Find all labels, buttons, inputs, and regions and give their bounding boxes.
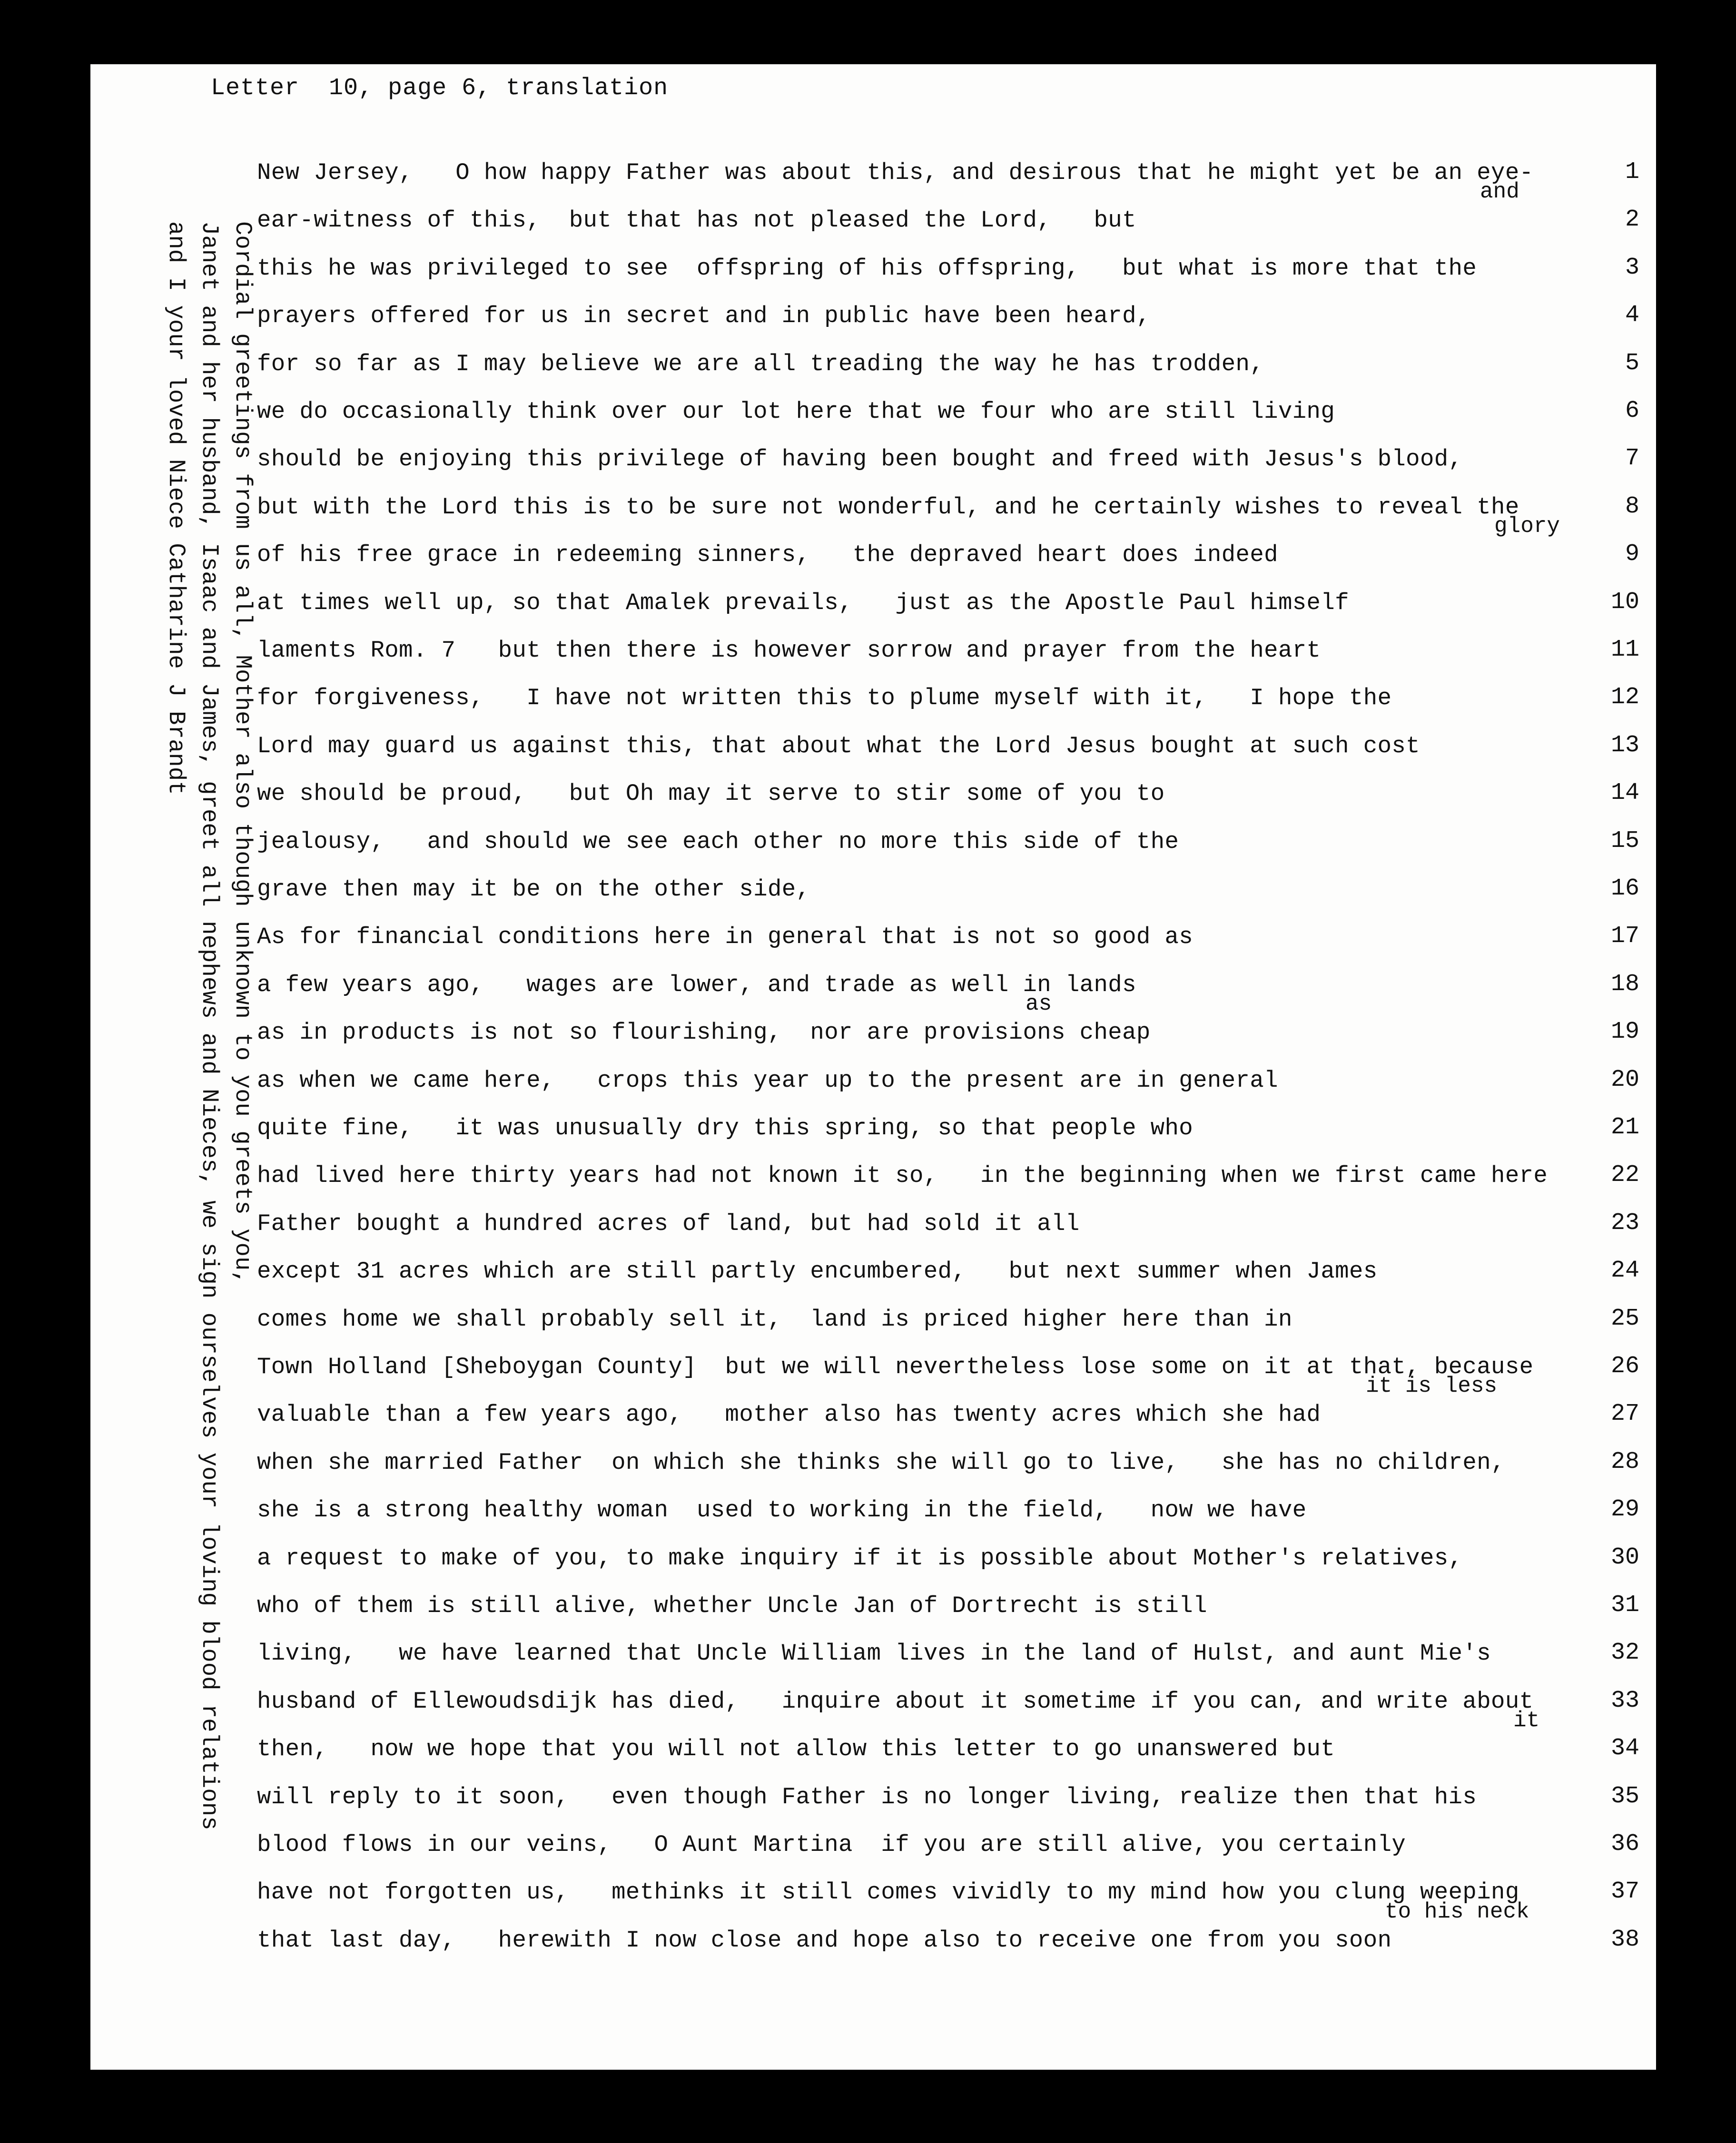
text-line: Father bought a hundred acres of land, but had sold it all bbox=[257, 1210, 1080, 1237]
text-line: then, now we hope that you will not allow this letter to go unanswered but bbox=[257, 1736, 1335, 1763]
line-number: 37 bbox=[1610, 1878, 1639, 1906]
text-line: will reply to it soon, even though Father is no longer living, realize then that his bbox=[257, 1783, 1477, 1810]
interlinear-insertion: and bbox=[1480, 179, 1519, 205]
line-number: 36 bbox=[1610, 1830, 1639, 1858]
text-line: she is a strong healthy woman used to working in the field, now we have bbox=[257, 1497, 1307, 1524]
text-line: grave then may it be on the other side, bbox=[257, 876, 810, 903]
text-line: for forgiveness, I have not written this to plume myself with it, I hope the bbox=[257, 685, 1392, 712]
line-number: 11 bbox=[1610, 636, 1639, 663]
line-number: 1 bbox=[1625, 158, 1639, 186]
line-number: 24 bbox=[1610, 1257, 1639, 1285]
text-line: a request to make of you, to make inquiry if it is possible about Mother's relatives, bbox=[257, 1544, 1463, 1572]
text-line: as when we came here, crops this year up to the present are in general bbox=[257, 1067, 1278, 1094]
text-line: except 31 acres which are still partly encumbered, but next summer when James bbox=[257, 1258, 1378, 1285]
line-number: 10 bbox=[1610, 588, 1639, 616]
line-number: 35 bbox=[1610, 1782, 1639, 1810]
letter-page bbox=[90, 64, 1656, 2070]
line-number: 25 bbox=[1610, 1305, 1639, 1332]
text-line: valuable than a few years ago, mother also has twenty acres which she had bbox=[257, 1401, 1321, 1428]
margin-note-line: Janet and her husband, Isaac and James, greet all nephews and Nieces, we sign ourselves your loving blood relations bbox=[196, 221, 223, 1830]
text-line: blood flows in our veins, O Aunt Martina if you are still alive, you certainly bbox=[257, 1831, 1406, 1858]
text-line: this he was privileged to see offspring of his offspring, but what is more that the bbox=[257, 255, 1477, 282]
line-number: 17 bbox=[1610, 923, 1639, 950]
text-line: but with the Lord this is to be sure not wonderful, and he certainly wishes to reveal the bbox=[257, 493, 1519, 521]
text-line: living, we have learned that Uncle William lives in the land of Hulst, and aunt Mie's bbox=[257, 1640, 1491, 1667]
line-number: 16 bbox=[1610, 875, 1639, 902]
line-number: 6 bbox=[1625, 397, 1639, 424]
line-number: 14 bbox=[1610, 779, 1639, 807]
text-line: ear-witness of this, but that has not pleased the Lord, but bbox=[257, 207, 1136, 234]
interlinear-insertion: to his neck bbox=[1385, 1899, 1529, 1924]
line-number: 21 bbox=[1610, 1114, 1639, 1141]
text-line: of his free grace in redeeming sinners, the depraved heart does indeed bbox=[257, 541, 1278, 569]
line-number: 23 bbox=[1610, 1209, 1639, 1237]
text-line: prayers offered for us in secret and in public have been heard, bbox=[257, 303, 1151, 330]
line-number: 12 bbox=[1610, 684, 1639, 711]
text-line: quite fine, it was unusually dry this spring, so that people who bbox=[257, 1115, 1194, 1141]
line-number: 3 bbox=[1625, 254, 1639, 281]
text-line: New Jersey, O how happy Father was about this, and desirous that he might yet be an eye- bbox=[257, 159, 1534, 186]
text-line: for so far as I may believe we are all treading the way he has trodden, bbox=[257, 350, 1264, 377]
text-line: should be enjoying this privilege of having been bought and freed with Jesus's blood, bbox=[257, 446, 1463, 473]
interlinear-insertion: it is less bbox=[1366, 1374, 1498, 1399]
text-line: who of them is still alive, whether Uncle Jan of Dortrecht is still bbox=[257, 1593, 1207, 1619]
line-number: 34 bbox=[1610, 1735, 1639, 1762]
text-line: laments Rom. 7 but then there is however sorrow and prayer from the heart bbox=[257, 637, 1321, 664]
text-line: that last day, herewith I now close and hope also to receive one from you soon bbox=[257, 1927, 1392, 1954]
line-number: 9 bbox=[1625, 541, 1639, 568]
line-number: 15 bbox=[1610, 827, 1639, 855]
line-number: 31 bbox=[1610, 1592, 1639, 1619]
margin-note-text bbox=[159, 221, 259, 1934]
line-number: 8 bbox=[1625, 492, 1639, 520]
text-line: we do occasionally think over our lot here that we four who are still living bbox=[257, 398, 1335, 425]
page-header: Letter 10, page 6, translation bbox=[211, 75, 669, 102]
line-number: 2 bbox=[1625, 206, 1639, 234]
interlinear-insertion: as bbox=[1026, 992, 1052, 1017]
line-number: 18 bbox=[1610, 970, 1639, 998]
text-line: a few years ago, wages are lower, and trade as well in lands bbox=[257, 971, 1136, 998]
line-number: 19 bbox=[1610, 1018, 1639, 1046]
margin-note-line: Cordial greetings from us all, Mother also though unknown to you greets you, bbox=[229, 221, 256, 1285]
line-number: 20 bbox=[1610, 1066, 1639, 1093]
text-line: as in products is not so flourishing, nor are provisions cheap bbox=[257, 1019, 1151, 1046]
line-number: 13 bbox=[1610, 731, 1639, 759]
text-line: Lord may guard us against this, that about what the Lord Jesus bought at such cost bbox=[257, 732, 1420, 759]
interlinear-insertion: it bbox=[1513, 1708, 1540, 1733]
line-number: 27 bbox=[1610, 1400, 1639, 1428]
text-line: As for financial conditions here in general that is not so good as bbox=[257, 924, 1194, 951]
line-number: 29 bbox=[1610, 1496, 1639, 1524]
text-line: had lived here thirty years had not known it so, in the beginning when we first came here bbox=[257, 1162, 1548, 1189]
line-number: 22 bbox=[1610, 1161, 1639, 1189]
line-number: 38 bbox=[1610, 1926, 1639, 1953]
text-line: jealousy, and should we see each other no more this side of the bbox=[257, 828, 1179, 855]
text-line: husband of Ellewoudsdijk has died, inquire about it sometime if you can, and write about bbox=[257, 1688, 1534, 1715]
text-line: comes home we shall probably sell it, land is priced higher here than in bbox=[257, 1306, 1292, 1333]
line-number: 28 bbox=[1610, 1448, 1639, 1475]
line-number: 26 bbox=[1610, 1353, 1639, 1380]
line-number: 4 bbox=[1625, 302, 1639, 329]
line-number: 33 bbox=[1610, 1687, 1639, 1714]
line-number: 7 bbox=[1625, 445, 1639, 472]
text-line: Town Holland [Sheboygan County] but we will nevertheless lose some on it at that, because bbox=[257, 1354, 1534, 1380]
margin-note-line: and I your loved Niece Catharine J Brandt bbox=[163, 221, 189, 795]
line-number: 5 bbox=[1625, 349, 1639, 377]
line-number: 32 bbox=[1610, 1639, 1639, 1667]
line-number: 30 bbox=[1610, 1543, 1639, 1571]
text-line: when she married Father on which she thinks she will go to live, she has no children, bbox=[257, 1449, 1505, 1476]
interlinear-insertion: glory bbox=[1494, 514, 1560, 539]
text-line: we should be proud, but Oh may it serve to stir some of you to bbox=[257, 780, 1165, 807]
text-line: have not forgotten us, methinks it still comes vividly to my mind how you clung weeping bbox=[257, 1879, 1519, 1906]
text-line: at times well up, so that Amalek prevails, just as the Apostle Paul himself bbox=[257, 589, 1349, 616]
